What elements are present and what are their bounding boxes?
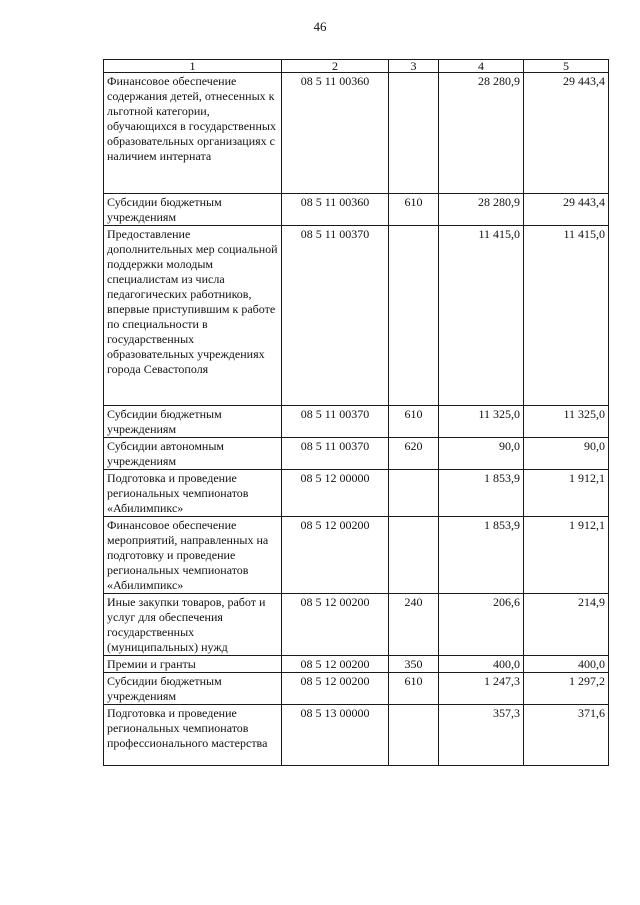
header-col-1: 1 — [104, 60, 282, 73]
row-code-cell: 08 5 11 00370 — [282, 406, 389, 438]
row-type-cell: 610 — [389, 406, 439, 438]
row-value-col4: 28 280,9 — [439, 194, 524, 226]
row-code-cell: 08 5 11 00370 — [282, 438, 389, 470]
row-value-col4: 206,6 — [439, 594, 524, 656]
budget-table — [103, 59, 609, 766]
row-type-cell — [389, 470, 439, 517]
header-col-5: 5 — [524, 60, 609, 73]
row-name-cell: Предоставление дополнительных мер социальной поддержки молодым специалистам из числа педагогических работников, впервые приступившим к работе по специальности в государственных образовательных учреждениях города Севастополя — [104, 226, 282, 406]
row-type-cell: 350 — [389, 656, 439, 673]
row-name-cell: Субсидии бюджетным учреждениям — [104, 194, 282, 226]
row-type-cell — [389, 73, 439, 194]
table-row — [104, 470, 609, 517]
row-code-cell: 08 5 13 00000 — [282, 705, 389, 766]
row-name-cell: Подготовка и проведение региональных чемпионатов профессионального мастерства — [104, 705, 282, 766]
row-value-col4: 11 325,0 — [439, 406, 524, 438]
row-code-cell: 08 5 12 00200 — [282, 673, 389, 705]
row-value-col5: 371,6 — [524, 705, 609, 766]
row-value-col4: 1 247,3 — [439, 673, 524, 705]
row-code-cell: 08 5 12 00200 — [282, 594, 389, 656]
page-number: 46 — [313, 19, 327, 34]
header-col-2: 2 — [282, 60, 389, 73]
row-type-cell: 610 — [389, 194, 439, 226]
row-value-col5: 90,0 — [524, 438, 609, 470]
table-row — [104, 73, 609, 194]
row-name-cell: Субсидии автономным учреждениям — [104, 438, 282, 470]
header-col-3: 3 — [389, 60, 439, 73]
row-name-cell: Иные закупки товаров, работ и услуг для обеспечения государственных (муниципальных) нужд — [104, 594, 282, 656]
table-row — [104, 194, 609, 226]
row-name-cell: Финансовое обеспечение мероприятий, направленных на подготовку и проведение региональных чемпионатов «Абилимпикс» — [104, 517, 282, 594]
row-type-cell: 610 — [389, 673, 439, 705]
row-code-cell: 08 5 12 00000 — [282, 470, 389, 517]
row-value-col4: 1 853,9 — [439, 517, 524, 594]
table-row — [104, 673, 609, 705]
table-row — [104, 226, 609, 406]
row-value-col4: 28 280,9 — [439, 73, 524, 194]
row-code-cell: 08 5 11 00360 — [282, 73, 389, 194]
row-value-col5: 214,9 — [524, 594, 609, 656]
row-value-col5: 29 443,4 — [524, 194, 609, 226]
row-name-cell: Премии и гранты — [104, 656, 282, 673]
table-row — [104, 438, 609, 470]
row-name-cell: Подготовка и проведение региональных чемпионатов «Абилимпикс» — [104, 470, 282, 517]
row-type-cell: 240 — [389, 594, 439, 656]
header-row — [104, 60, 609, 73]
row-name-cell: Субсидии бюджетным учреждениям — [104, 673, 282, 705]
table-row — [104, 705, 609, 766]
row-code-cell: 08 5 12 00200 — [282, 517, 389, 594]
row-value-col4: 1 853,9 — [439, 470, 524, 517]
row-value-col4: 11 415,0 — [439, 226, 524, 406]
row-value-col5: 1 912,1 — [524, 517, 609, 594]
row-value-col5: 1 912,1 — [524, 470, 609, 517]
row-code-cell: 08 5 11 00360 — [282, 194, 389, 226]
row-value-col5: 29 443,4 — [524, 73, 609, 194]
row-value-col5: 1 297,2 — [524, 673, 609, 705]
table-row — [104, 517, 609, 594]
row-type-cell — [389, 517, 439, 594]
row-value-col4: 90,0 — [439, 438, 524, 470]
row-type-cell: 620 — [389, 438, 439, 470]
row-name-cell: Финансовое обеспечение содержания детей, отнесенных к льготной категории, обучающихся в государственных образовательных организациях с наличием интерната — [104, 73, 282, 194]
row-value-col5: 400,0 — [524, 656, 609, 673]
table-row — [104, 406, 609, 438]
row-value-col5: 11 415,0 — [524, 226, 609, 406]
row-type-cell — [389, 226, 439, 406]
row-name-cell: Субсидии бюджетным учреждениям — [104, 406, 282, 438]
header-col-4: 4 — [439, 60, 524, 73]
table-row — [104, 656, 609, 673]
row-value-col4: 400,0 — [439, 656, 524, 673]
row-value-col4: 357,3 — [439, 705, 524, 766]
row-code-cell: 08 5 12 00200 — [282, 656, 389, 673]
table-row — [104, 594, 609, 656]
row-type-cell — [389, 705, 439, 766]
row-value-col5: 11 325,0 — [524, 406, 609, 438]
row-code-cell: 08 5 11 00370 — [282, 226, 389, 406]
